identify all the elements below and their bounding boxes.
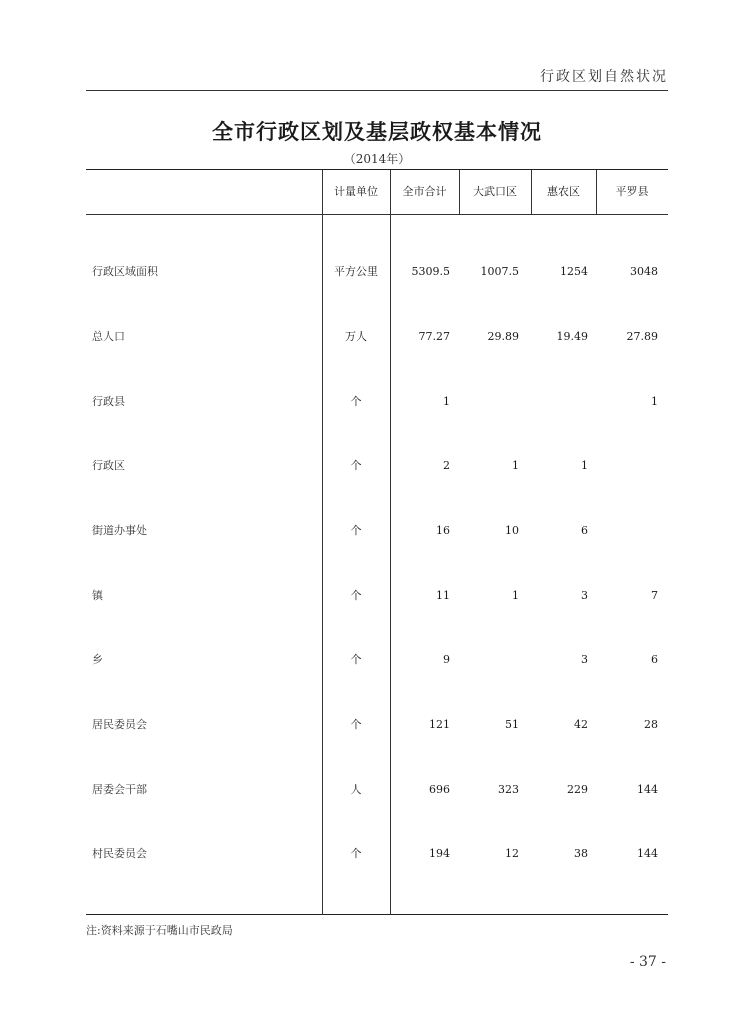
cell-total: 1 (443, 395, 450, 408)
row-label: 行政区域面积 (92, 265, 158, 278)
cell-total: 11 (436, 589, 450, 602)
running-header: 行政区划自然状况 (540, 69, 668, 85)
row-unit: 个 (350, 459, 362, 472)
table-row (86, 456, 668, 476)
cell-dawukou: 1007.5 (480, 265, 519, 278)
cell-huinong: 38 (574, 847, 588, 860)
cell-total: 16 (436, 524, 450, 537)
cell-huinong: 6 (581, 524, 588, 537)
cell-pingluo: 1 (651, 395, 658, 408)
col-head-dawukou: 大武口区 (473, 185, 517, 198)
cell-total: 121 (429, 718, 450, 731)
cell-dawukou: 12 (505, 847, 519, 860)
col-head-huinong: 惠农区 (547, 185, 580, 198)
table-row (86, 327, 668, 347)
page-title: 全市行政区划及基层政权基本情况 (212, 119, 542, 144)
header-divider (459, 170, 460, 214)
col-head-total: 全市合计 (402, 185, 447, 198)
row-label: 行政区 (92, 459, 125, 472)
row-label: 居委会干部 (92, 783, 147, 796)
cell-total: 194 (429, 847, 450, 860)
table-row (86, 392, 668, 412)
row-label: 乡 (92, 653, 103, 666)
cell-total: 9 (443, 653, 450, 666)
cell-pingluo: 144 (637, 783, 658, 796)
header-rule (86, 90, 668, 91)
cell-huinong: 3 (581, 653, 588, 666)
table-row (86, 650, 668, 670)
page-number: - 37 - (629, 954, 666, 970)
row-unit: 个 (350, 718, 362, 731)
row-label: 居民委员会 (92, 718, 147, 731)
table-row (86, 586, 668, 606)
row-label: 行政县 (92, 395, 125, 408)
data-table (86, 169, 668, 915)
cell-dawukou: 323 (498, 783, 519, 796)
cell-total: 696 (429, 783, 450, 796)
cell-huinong: 229 (567, 783, 588, 796)
cell-total: 2 (443, 459, 450, 472)
cell-huinong: 42 (574, 718, 588, 731)
page-subtitle: （2014年） (343, 152, 411, 166)
row-unit: 人 (350, 783, 362, 796)
cell-huinong: 3 (581, 589, 588, 602)
cell-dawukou: 1 (512, 459, 519, 472)
cell-total: 5309.5 (411, 265, 450, 278)
row-unit: 个 (350, 589, 362, 602)
row-unit: 平方公里 (334, 265, 378, 278)
cell-dawukou: 10 (505, 524, 519, 537)
table-row (86, 844, 668, 864)
row-label: 街道办事处 (92, 524, 147, 537)
col-head-pingluo: 平罗县 (615, 185, 649, 198)
header-divider (596, 170, 597, 214)
row-unit: 个 (350, 653, 362, 666)
row-label: 总人口 (92, 330, 125, 343)
header-divider (531, 170, 532, 214)
table-row (86, 780, 668, 800)
cell-dawukou: 29.89 (487, 330, 519, 343)
row-unit: 万人 (345, 330, 367, 343)
col-head-unit: 计量单位 (334, 185, 378, 198)
row-unit: 个 (350, 524, 362, 537)
cell-pingluo: 28 (644, 718, 658, 731)
cell-pingluo: 27.89 (626, 330, 658, 343)
row-unit: 个 (350, 395, 362, 408)
cell-huinong: 1 (581, 459, 588, 472)
table-header-row (86, 170, 668, 215)
table-row (86, 521, 668, 541)
cell-pingluo: 3048 (630, 265, 658, 278)
cell-huinong: 19.49 (556, 330, 588, 343)
table-row (86, 262, 668, 282)
row-label: 村民委员会 (92, 847, 147, 860)
cell-huinong: 1254 (560, 265, 588, 278)
cell-dawukou: 51 (505, 718, 519, 731)
row-unit: 个 (350, 847, 362, 860)
footnote: 注:资料来源于石嘴山市民政局 (86, 924, 233, 937)
row-label: 镇 (92, 589, 103, 602)
cell-pingluo: 144 (637, 847, 658, 860)
cell-total: 77.27 (418, 330, 450, 343)
col-head-item (86, 170, 322, 214)
cell-pingluo: 6 (651, 653, 658, 666)
cell-dawukou: 1 (512, 589, 519, 602)
table-row (86, 715, 668, 735)
cell-pingluo: 7 (651, 589, 658, 602)
